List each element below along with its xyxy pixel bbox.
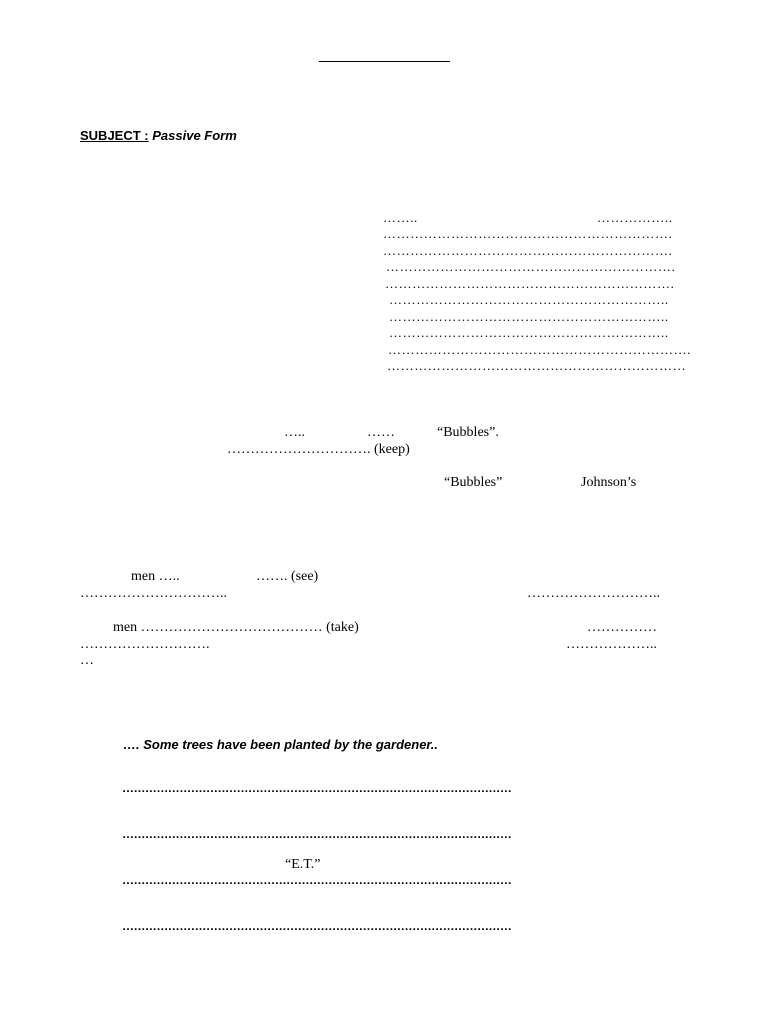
section4-answer-line-1: …………………………………………………………………………………………: [122, 781, 512, 795]
section3-line-b-right1: ……………: [587, 620, 657, 635]
section3-line-a-left: …………………………..: [80, 586, 227, 601]
section4-et-label: “E.T.”: [285, 857, 321, 872]
section1-line-9: ………………………………………………………….: [388, 342, 692, 357]
section1-line-3: ……………………………………………………….: [383, 243, 673, 258]
section1-line-2: ……………………………………………………….: [383, 226, 673, 241]
section3-line-b-left: ……………………….: [80, 637, 210, 652]
subject-heading: [80, 129, 237, 142]
section1-line-7: ……………………………………………………..: [389, 309, 669, 324]
section1-line-8: ……………………………………………………..: [389, 325, 669, 340]
section2-dots-a: …..: [284, 425, 305, 440]
section3-line-a-right: ………………………..: [527, 586, 660, 601]
section4-answer-line-2: …………………………………………………………………………………………: [122, 827, 512, 841]
title-blank-line: [319, 61, 450, 62]
section3-men-2: men ………………………………… (take): [113, 620, 359, 635]
section4-answer-line-3: …………………………………………………………………………………………: [122, 873, 512, 887]
section4-answer-line-4: …………………………………………………………………………………………: [122, 919, 512, 933]
section3-men-1: men …..: [131, 569, 180, 584]
section1-line-0: ……..: [383, 210, 418, 225]
section1-line-10: …………………………………………………………: [387, 358, 687, 373]
section2-keep-line: …………………………. (keep): [227, 442, 410, 457]
section4-example-sentence: …. Some trees have been planted by the gardener..: [123, 737, 438, 752]
section2-bubbles-1: “Bubbles”.: [437, 425, 499, 440]
section1-line-6: ……………………………………………………..: [389, 292, 669, 307]
section3-see-verb: ……. (see): [256, 569, 319, 584]
section3-line-b-tail: …: [80, 653, 94, 668]
section2-johnsons: Johnson’s: [581, 475, 637, 490]
section1-line-4: ……………………………………………………….: [386, 259, 676, 274]
section1-line-5: ……………………………………………………….: [385, 276, 675, 291]
subject-label: SUBJECT :: [80, 128, 149, 143]
section1-line-1: ……………..: [597, 210, 673, 225]
section2-dots-b: ……: [367, 425, 395, 440]
subject-value: Passive Form: [152, 128, 237, 143]
section3-line-b-right2: ………………..: [566, 637, 657, 652]
section2-bubbles-2: “Bubbles”: [444, 475, 503, 490]
